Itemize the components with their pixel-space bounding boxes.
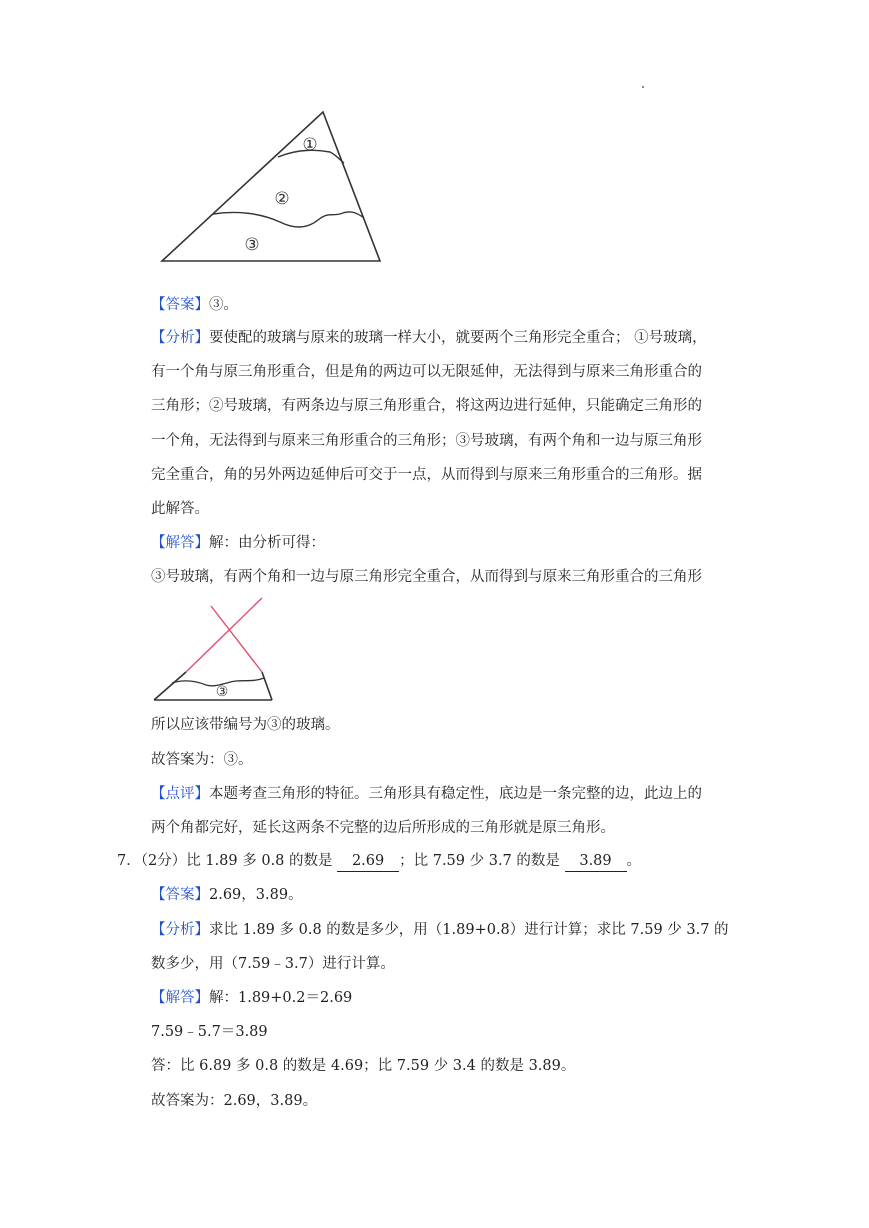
- q6-comment-line-2: 两个角都完好，延长这两条不完整的边后所形成的三角形就是原三角形。: [151, 820, 615, 836]
- answer-tag: 【答案】: [151, 887, 209, 903]
- q6-analysis-line-5: 完全重合，角的另外两边延伸后可交于一点，从而得到与原来三角形重合的三角形。据: [151, 467, 702, 483]
- analysis-text: 求比 1.89 多 0.8 的数是多少，用（1.89+0.8）进行计算；求比 7.59 少 3.7 的: [209, 922, 729, 938]
- solution-tag: 【解答】: [151, 535, 209, 551]
- q7-analysis-line-2: 数多少，用（7.59﹣3.7）进行计算。: [151, 956, 395, 972]
- q6-analysis-line-6: 此解答。: [151, 501, 209, 517]
- solution-text: 解：1.89+0.2＝2.69: [209, 990, 353, 1006]
- q6-solution: [151, 533, 325, 553]
- q6-solution-line-2: ③号玻璃，有两个角和一边与原三角形完全重合，从而得到与原来三角形重合的三角形: [151, 569, 702, 585]
- q6-analysis-line-3: 三角形；②号玻璃，有两条边与原三角形重合，将这两边进行延伸，只能确定三角形的: [151, 398, 702, 414]
- stem-part-a: （2分）比 1.89 多 0.8 的数是: [140, 853, 333, 869]
- q6-analysis-line-2: 有一个角与原三角形重合，但是角的两边可以无限延伸，无法得到与原来三角形重合的: [151, 364, 702, 380]
- stem-part-c: 。: [626, 853, 641, 869]
- q6-conclusion-1: 所以应该带编号为③的玻璃。: [151, 717, 340, 733]
- answer-blank-2: 3.89: [565, 851, 627, 872]
- q7-solution-line-2: 7.59﹣5.7＝3.89: [151, 1024, 268, 1040]
- answer-text: 2.69，3.89。: [209, 887, 303, 903]
- analysis-tag: 【分析】: [151, 330, 209, 346]
- analysis-text: 要使配的玻璃与原来的玻璃一样大小，就要两个三角形完全重合； ①号玻璃，: [209, 330, 707, 346]
- comment-tag: 【点评】: [151, 786, 209, 802]
- solution-tag: 【解答】: [151, 990, 209, 1006]
- q6-analysis-line-1: [151, 328, 707, 348]
- q7-solution-line-3: 答：比 6.89 多 0.8 的数是 4.69；比 7.59 少 3.4 的数是 3.89。: [151, 1058, 576, 1074]
- q6-comment-line-1: [151, 784, 702, 804]
- answer-tag: 【答案】: [151, 297, 209, 313]
- question-number: 7．: [117, 853, 141, 869]
- comment-text: 本题考查三角形的特征。三角形具有稳定性，底边是一条完整的边，此边上的: [209, 786, 702, 802]
- figure1-label-2: ②: [274, 189, 290, 209]
- q6-answer: [151, 295, 238, 315]
- figure2-label: ③: [215, 684, 229, 700]
- extended-triangle-figure: [0, 590, 869, 710]
- q7-stem: [117, 851, 641, 872]
- q7-solution: [151, 988, 352, 1008]
- figure1-label-3: ③: [244, 235, 260, 255]
- broken-triangle-figure: [0, 0, 869, 300]
- q7-solution-line-4: 故答案为：2.69，3.89。: [151, 1093, 318, 1109]
- answer-blank-1: 2.69: [337, 851, 399, 872]
- solution-text: 解：由分析可得：: [209, 535, 325, 551]
- q6-analysis-line-4: 一个角，无法得到与原来三角形重合的三角形；③号玻璃，有两个角和一边与原三角形: [151, 433, 702, 449]
- answer-text: ③。: [209, 297, 238, 313]
- q7-answer: [151, 885, 303, 905]
- analysis-tag: 【分析】: [151, 922, 209, 938]
- q7-analysis-line-1: [151, 920, 729, 940]
- figure1-label-1: ①: [302, 135, 318, 155]
- q6-conclusion-2: 故答案为：③。: [151, 752, 253, 768]
- stem-part-b: ；比 7.59 少 3.7 的数是: [399, 853, 560, 869]
